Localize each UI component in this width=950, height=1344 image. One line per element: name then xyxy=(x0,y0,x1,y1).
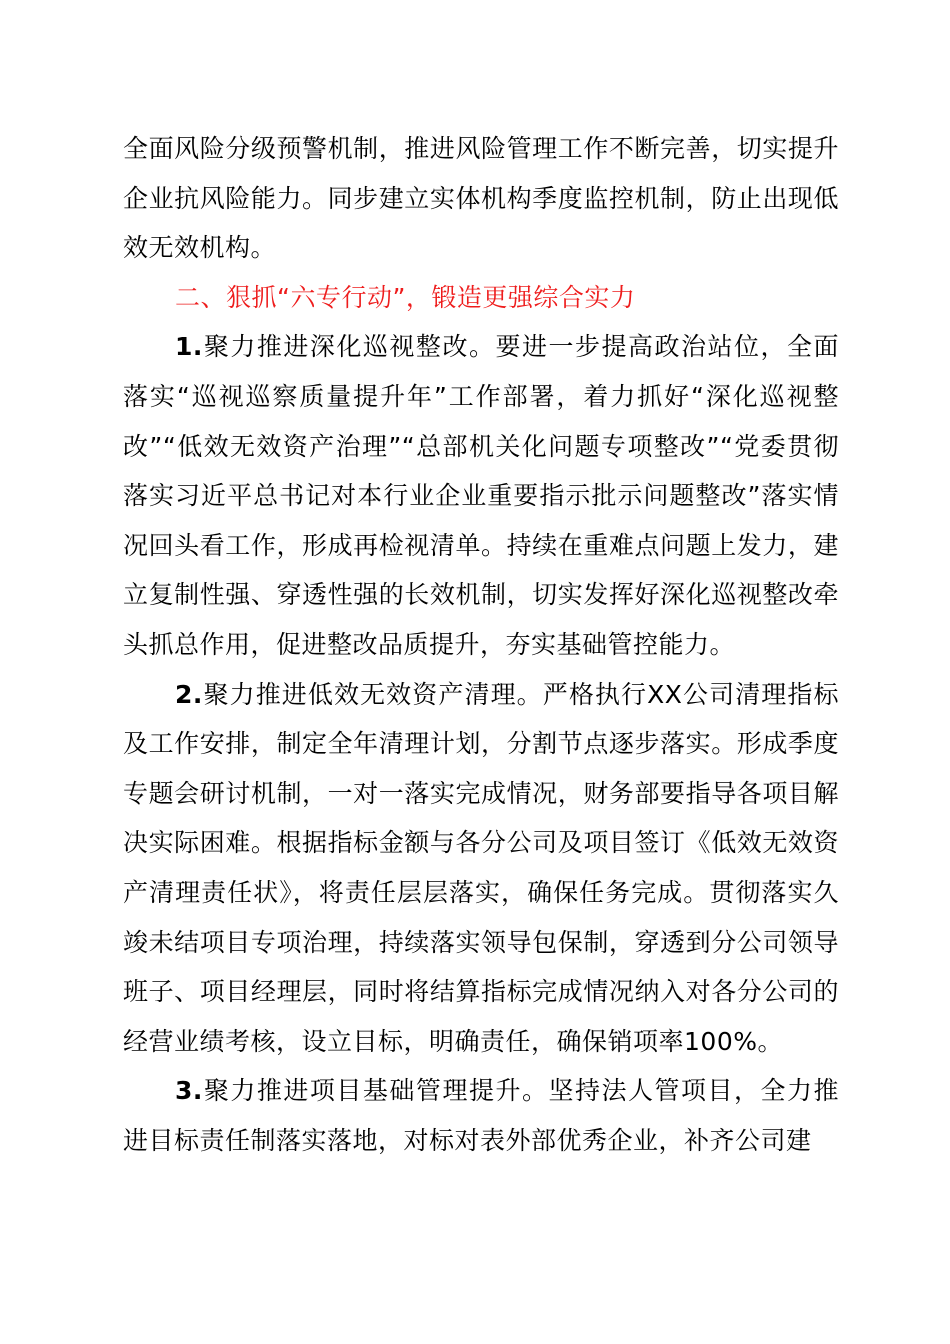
section-heading: 二、狠抓“六专行动”，锻造更强综合实力 xyxy=(175,282,636,312)
item-text-3: 聚力推进项目基础管理提升。坚持法人管项目，全力推进目标责任制落实落地，对标对表外部优秀企业，补齐公司建 xyxy=(123,1076,839,1155)
item-paragraph-3 xyxy=(123,1066,839,1165)
item-number-3: 3. xyxy=(175,1076,203,1106)
item-number-1: 1. xyxy=(175,332,203,362)
item-text-2: 聚力推进低效无效资产清理。严格执行XX公司清理指标及工作安排，制定全年清理计划，分割节点逐步落实。形成季度专题会研讨机制，一对一落实完成情况，财务部要指导各项目解决实际困难。根据指标金额与各分公司及项目签订《低效无效资产清理责任状》，将责任层层落实，确保任务完成。贯彻落实久竣未结项目专项治理，持续落实领导包保制，穿透到分公司领导班子、项目经理层，同时将结算指标完成情况纳入对各分公司的经营业绩考核，设立目标，明确责任，确保销项率100%。 xyxy=(123,679,839,1056)
intro-paragraph: 全面风险分级预警机制，推进风险管理工作不断完善，切实提升企业抗风险能力。同步建立实体机构季度监控机制，防止出现低效无效机构。 xyxy=(123,134,839,263)
item-paragraph-2 xyxy=(123,670,839,1067)
item-number-2: 2. xyxy=(175,679,203,709)
item-paragraph-1 xyxy=(123,322,839,669)
document-body xyxy=(123,124,839,1165)
item-text-1: 聚力推进深化巡视整改。要进一步提高政治站位，全面落实“巡视巡察质量提升年”工作部署，着力抓好“深化巡视整改”“低效无效资产治理”“总部机关化问题专项整改”“党委贯彻落实习近平总书记对本行业企业重要指示批示问题整改”落实情况回头看工作，形成再检视清单。持续在重难点问题上发力，建立复制性强、穿透性强的长效机制，切实发挥好深化巡视整改牵头抓总作用，促进整改品质提升，夯实基础管控能力。 xyxy=(123,332,839,659)
